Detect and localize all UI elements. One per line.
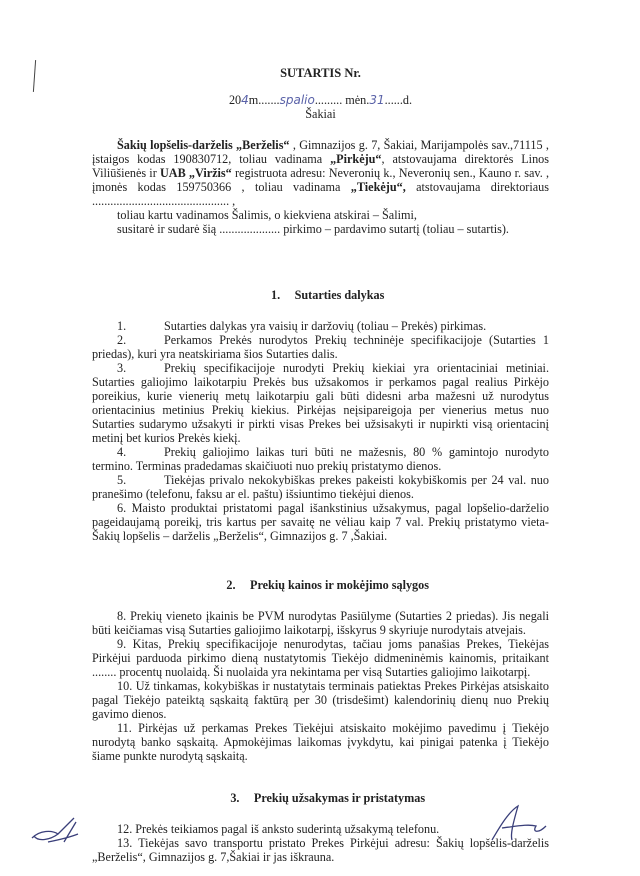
handwritten-year: 4 [241,93,249,107]
seller-details: registruota adresu: Neveronių k., Neveronių sen., Kauno r. sav. , įmonės kodas 159750366 , toliau vadinama [92,166,549,194]
clause: 8. Prekių vieneto įkainis be PVM nurodytas Pasiūlyme (Sutarties 2 priedas). Jis negali būti keičiamas visą Sutarties galiojimo laikotarpį, išskyrus 9 skyriuje nurodytais atvejais. [92,609,549,637]
section-heading-3 [92,791,549,805]
section-title: Sutarties dalykas [294,288,385,302]
signature-right [488,800,558,850]
section-title: Prekių kainos ir mokėjimo sąlygos [250,578,429,592]
section-1-items [92,319,549,543]
section-number: 2. [226,578,236,592]
parties-paragraph [92,138,549,208]
agreement-line: susitarė ir sudarė šią .................... pirkimo – pardavimo sutartį (toliau – sutartis). [117,222,509,236]
date-men: ......... mėn. [314,93,370,107]
clause [92,361,549,445]
buyer-rep: , atstovaujama direktorės Linos Viliūšienės ir [92,152,549,180]
clause-number: 4. [117,445,127,459]
clause: 12. Prekės teikiamos pagal iš anksto suderintą užsakymą telefonu. [117,822,440,836]
parties-line: toliau kartu vadinamos Šalimis, o kiekviena atskirai – Šalimi, [117,208,417,222]
clause: 13. Tiekėjas savo transportu pristato Prekes Pirkėjui adresu: Šakių lopšelis-darželis „Berželis“, Gimnazijos g. 7,Šakiai ir jas iškrauna. [92,836,549,864]
clause: 6. Maisto produktai pristatomi pagal išankstinius užsakymus, pagal lopšelio-darželio pageidaujamą poreikį, tris kartus per savaitę ne vėliau kaip 7 val. Prekių pristatymo vieta- Šakių lopšelis – darželis „Berželis“, Gimnazijos g. 7 ,Šakiai. [92,501,549,543]
section-heading-2 [92,578,549,592]
clause-text: Tiekėjas privalo nekokybiškas prekes pakeisti kokybiškomis per 24 val. nuo pranešimo (telefonu, faksu ar el. paštu) išsiuntimo tiekėjui dienos. [92,473,549,501]
buyer-details: , Gimnazijos g. 7, Šakiai, Marijampolės sav.,71115 , įstaigos kodas 190830712, toliau vadinama [92,138,549,166]
clause [92,333,549,361]
clause: 9. Kitas, Prekių specifikacijoje nenurodytas, tačiau joms panašias Prekes, Tiekėjas Pirkėjui parduoda pirkimo dieną nustatytomis Tiekėjo didmeninėmis kainomis, pritaikant ........ procentų nuolaidą. Ši nuolaida yra nekintama per visą Sutarties galiojimo laikotarpį. [92,637,549,679]
handwritten-day: 31 [369,93,385,107]
clause-text: Perkamos Prekės nurodytos Prekių techninėje specifikacijoje (Sutarties 1 priedas), kuri yra neatskiriama šios Sutarties dalis. [92,333,549,361]
contract-date [92,93,549,107]
section-number: 1. [271,288,281,302]
buyer-alias: „Pirkėju“ [330,152,382,166]
contract-city: Šakiai [305,107,336,121]
section-2-items [92,609,549,763]
date-prefix: 20 [228,93,242,107]
section-heading-1 [92,288,549,302]
handwritten-month: spalio [279,93,315,107]
date-m: m....... [248,93,280,107]
section-title: Prekių užsakymas ir pristatymas [253,791,426,805]
clause-number: 5. [117,473,127,487]
clause: 10. Už tinkamas, kokybiškas ir nustatytais terminais patiektas Prekes Pirkėjas atsiskaito pagal Tiekėjo pateiktą sąskaitą faktūrą per 30 (trisdešimt) kalendorinių dienų nuo Prekių gavimo dienos. [92,679,549,721]
clause [92,445,549,473]
buyer-name: Šakių lopšelis-darželis „Berželis“ [117,138,290,152]
section-number: 3. [230,791,240,805]
clause: 11. Pirkėjas už perkamas Prekes Tiekėjui atsiskaito mokėjimo pavedimu į Tiekėjo nurodytą banko sąskaitą. Apmokėjimas laikomas įvykdytu, kai pinigai patenka į Tiekėjo šiame punkte nurodytą sąskaitą. [92,721,549,763]
clause-number: 3. [117,361,127,375]
section-3-items [92,822,549,864]
clause-text: Prekių specifikacijoje nurodyti Prekių kiekiai yra orientaciniai metiniai. Sutarties galiojimo laikotarpiu Prekės bus užsakomos ir perkamos pagal realius Pirkėjo poreikius, kurie vienerių metų laikotarpiu gali būti didesni arba mažesni už nurodytus orientacinius metinius Prekių kiekius. Pirkėjas neįsipareigoja per vienerius metus nuo Sutarties sudarymo užsakyti ir pirkti visas Prekes bei užsisakyti ir nupirkti visą orientacinį metinį bet kurios Prekės kiekį. [92,361,549,445]
date-d: ......d. [384,93,413,107]
clause-text: Prekių galiojimo laikas turi būti ne mažesnis, 80 % gamintojo nurodyto termino. Terminas pradedamas skaičiuoti nuo prekių pristatymo dienos. [92,445,549,473]
seller-rep: atstovaujama direktoriaus ............................................. , [92,180,549,208]
clause-text: Sutarties dalykas yra vaisių ir daržovių (toliau – Prekės) pirkimas. [164,319,487,333]
seller-name: UAB „Viržis“ [159,166,232,180]
margin-pen-mark [33,60,36,92]
clause-number: 2. [117,333,127,347]
clause [92,473,549,501]
signature-left [28,812,88,852]
clause [92,319,549,333]
document-title: SUTARTIS Nr. [280,66,361,80]
contract-page [92,64,549,864]
seller-alias: „Tiekėju“, [350,180,406,194]
clause-number: 1. [117,319,127,333]
